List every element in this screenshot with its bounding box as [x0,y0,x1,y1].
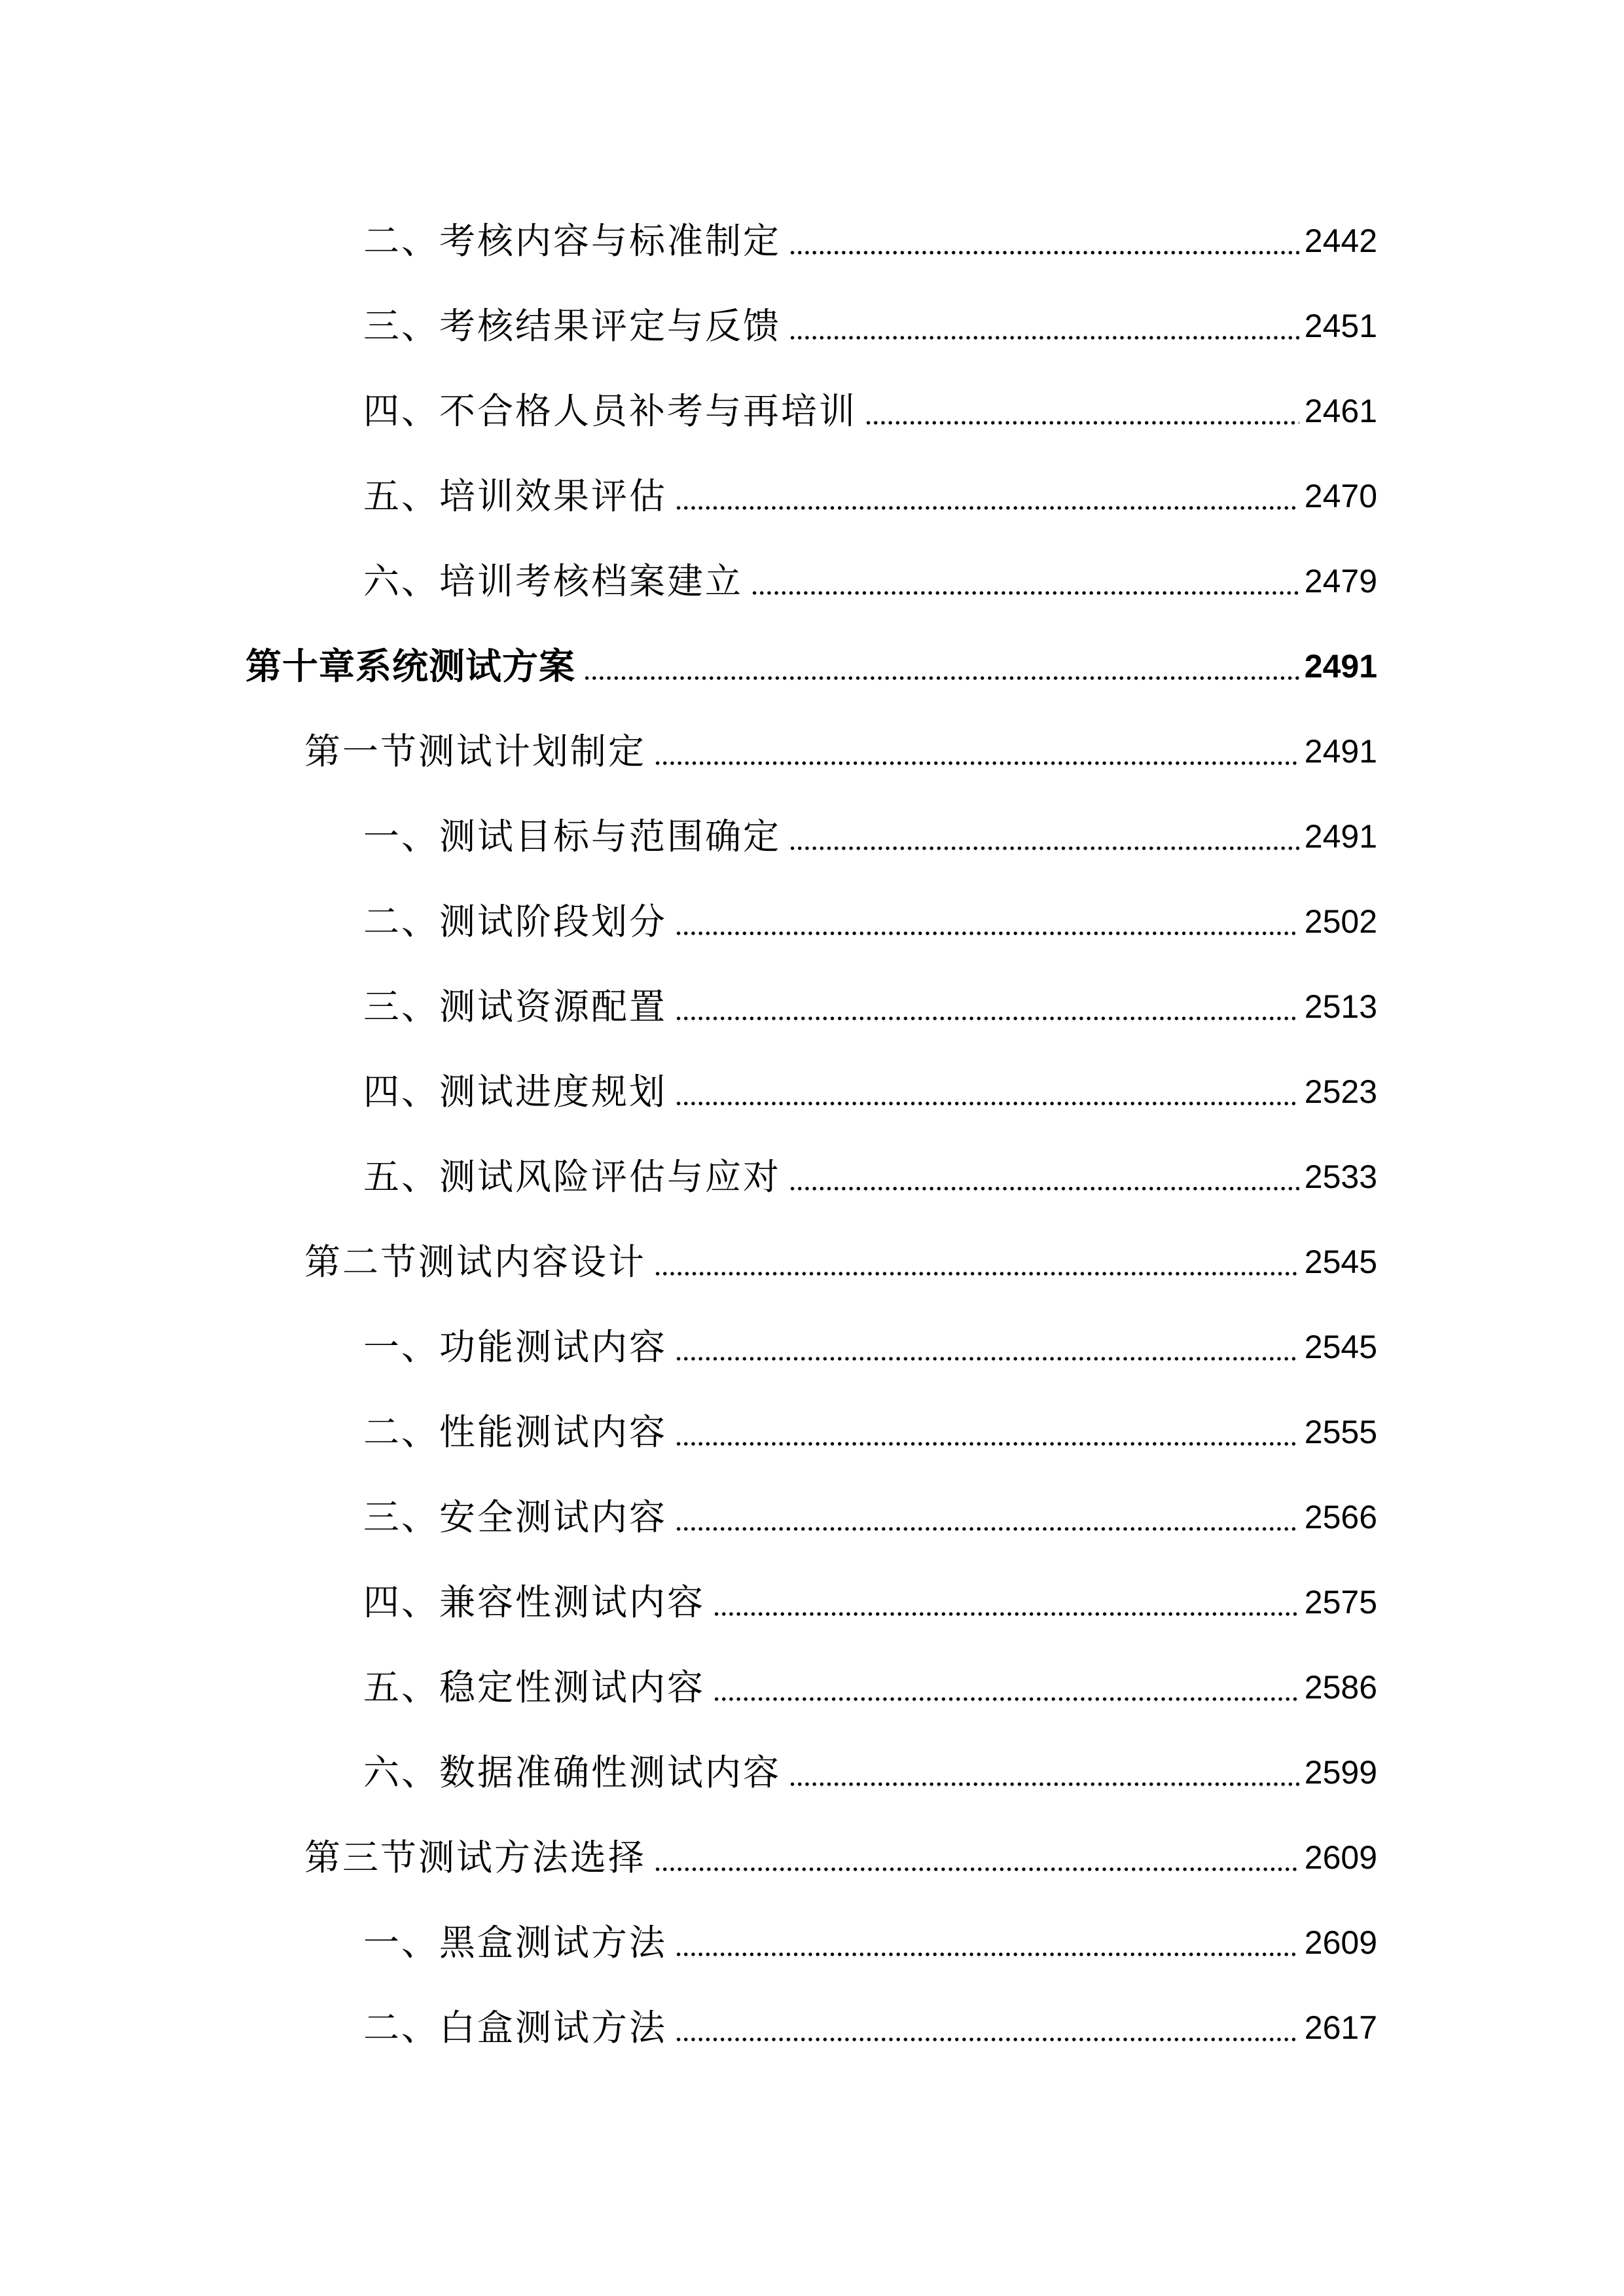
toc-subsection-entry[interactable] [363,1651,1377,1723]
toc-subsection-entry[interactable] [363,290,1377,362]
toc-dot-leader [713,1697,1299,1701]
toc-entry-title: 二、性能测试内容 [363,1410,668,1453]
toc-page-number: 2586 [1304,1669,1377,1706]
toc-entry-title: 五、稳定性测试内容 [363,1666,706,1708]
toc-dot-leader [675,1102,1299,1105]
toc-chapter-entry[interactable] [245,630,1377,702]
toc-dot-leader [675,1952,1299,1956]
toc-subsection-entry[interactable] [363,375,1377,447]
toc-dot-leader [713,1612,1299,1616]
toc-subsection-entry[interactable] [363,460,1377,532]
toc-subsection-entry[interactable] [363,886,1377,958]
toc-entry-title: 四、兼容性测试内容 [363,1581,706,1623]
toc-entry-title: 第一节测试计划制定 [304,730,647,772]
toc-page-number: 2555 [1304,1414,1377,1450]
toc-entry-title: 二、白盒测试方法 [363,2006,668,2049]
toc-dot-leader [654,1272,1299,1276]
toc-dot-leader [675,1527,1299,1531]
toc-page-number: 2533 [1304,1158,1377,1195]
toc-page-number: 2513 [1304,988,1377,1025]
toc-dot-leader [789,846,1299,850]
toc-subsection-entry[interactable] [363,1907,1377,1979]
toc-dot-leader [865,421,1299,425]
toc-dot-leader [675,1442,1299,1446]
toc-dot-leader [789,336,1299,340]
toc-dot-leader [675,931,1299,935]
toc-page-number: 2461 [1304,393,1377,429]
toc-page-number: 2617 [1304,2009,1377,2046]
toc-page-number: 2442 [1304,223,1377,259]
toc-entry-title: 三、测试资源配置 [363,985,668,1028]
toc-entry-title: 第二节测试内容设计 [304,1240,647,1283]
toc-entry-title: 第十章系统测试方案 [245,645,576,687]
toc-entry-title: 五、培训效果评估 [363,475,668,517]
toc-entry-title: 五、测试风险评估与应对 [363,1155,782,1198]
toc-page-number: 2491 [1304,648,1377,685]
toc-page-number: 2545 [1304,1244,1377,1280]
toc-dot-leader [675,2037,1299,2041]
toc-entry-title: 一、测试目标与范围确定 [363,815,782,857]
toc-dot-leader [751,591,1299,595]
toc-dot-leader [675,1357,1299,1361]
toc-subsection-entry[interactable] [363,1566,1377,1638]
toc-section-entry[interactable] [304,1226,1377,1298]
toc-page-number: 2479 [1304,563,1377,600]
toc-page-number: 2575 [1304,1584,1377,1621]
toc-entry-title: 一、黑盒测试方法 [363,1921,668,1964]
toc-entry-title: 四、不合格人员补考与再培训 [363,389,857,432]
toc-page-number: 2609 [1304,1839,1377,1876]
toc-subsection-entry[interactable] [363,1141,1377,1213]
toc-entry-title: 二、考核内容与标准制定 [363,219,782,262]
toc-subsection-entry[interactable] [363,1396,1377,1468]
toc-page-number: 2502 [1304,903,1377,940]
toc-page-number: 2491 [1304,733,1377,770]
toc-subsection-entry[interactable] [363,205,1377,277]
toc-page-number: 2545 [1304,1329,1377,1365]
toc-dot-leader [789,1187,1299,1191]
toc-page-number: 2451 [1304,308,1377,344]
toc-entry-title: 第三节测试方法选择 [304,1836,647,1878]
toc-page-number: 2599 [1304,1754,1377,1791]
toc-section-entry[interactable] [304,715,1377,787]
toc-subsection-entry[interactable] [363,1481,1377,1553]
toc-entry-title: 四、测试进度规划 [363,1070,668,1113]
toc-entry-title: 六、数据准确性测试内容 [363,1751,782,1793]
toc-dot-leader [583,676,1299,680]
toc-subsection-entry[interactable] [363,1311,1377,1383]
toc-page-number: 2491 [1304,818,1377,855]
toc-subsection-entry[interactable] [363,1056,1377,1128]
toc-dot-leader [675,1016,1299,1020]
toc-subsection-entry[interactable] [363,800,1377,872]
toc-dot-leader [789,251,1299,255]
toc-page-number: 2609 [1304,1924,1377,1961]
toc-page-number: 2523 [1304,1073,1377,1110]
toc-subsection-entry[interactable] [363,1992,1377,2064]
toc-dot-leader [654,1867,1299,1871]
toc-dot-leader [654,761,1299,765]
toc-entry-title: 三、考核结果评定与反馈 [363,304,782,347]
toc-subsection-entry[interactable] [363,971,1377,1043]
toc-subsection-entry[interactable] [363,1736,1377,1808]
toc-dot-leader [789,1782,1299,1786]
toc-entry-title: 三、安全测试内容 [363,1496,668,1538]
toc-entry-title: 一、功能测试内容 [363,1325,668,1368]
toc-subsection-entry[interactable] [363,545,1377,617]
toc-dot-leader [675,506,1299,510]
toc-page-number: 2566 [1304,1499,1377,1535]
toc-entry-title: 六、培训考核档案建立 [363,560,744,602]
toc-page-number: 2470 [1304,478,1377,514]
toc-section-entry[interactable] [304,1821,1377,1893]
toc-entry-title: 二、测试阶段划分 [363,900,668,942]
